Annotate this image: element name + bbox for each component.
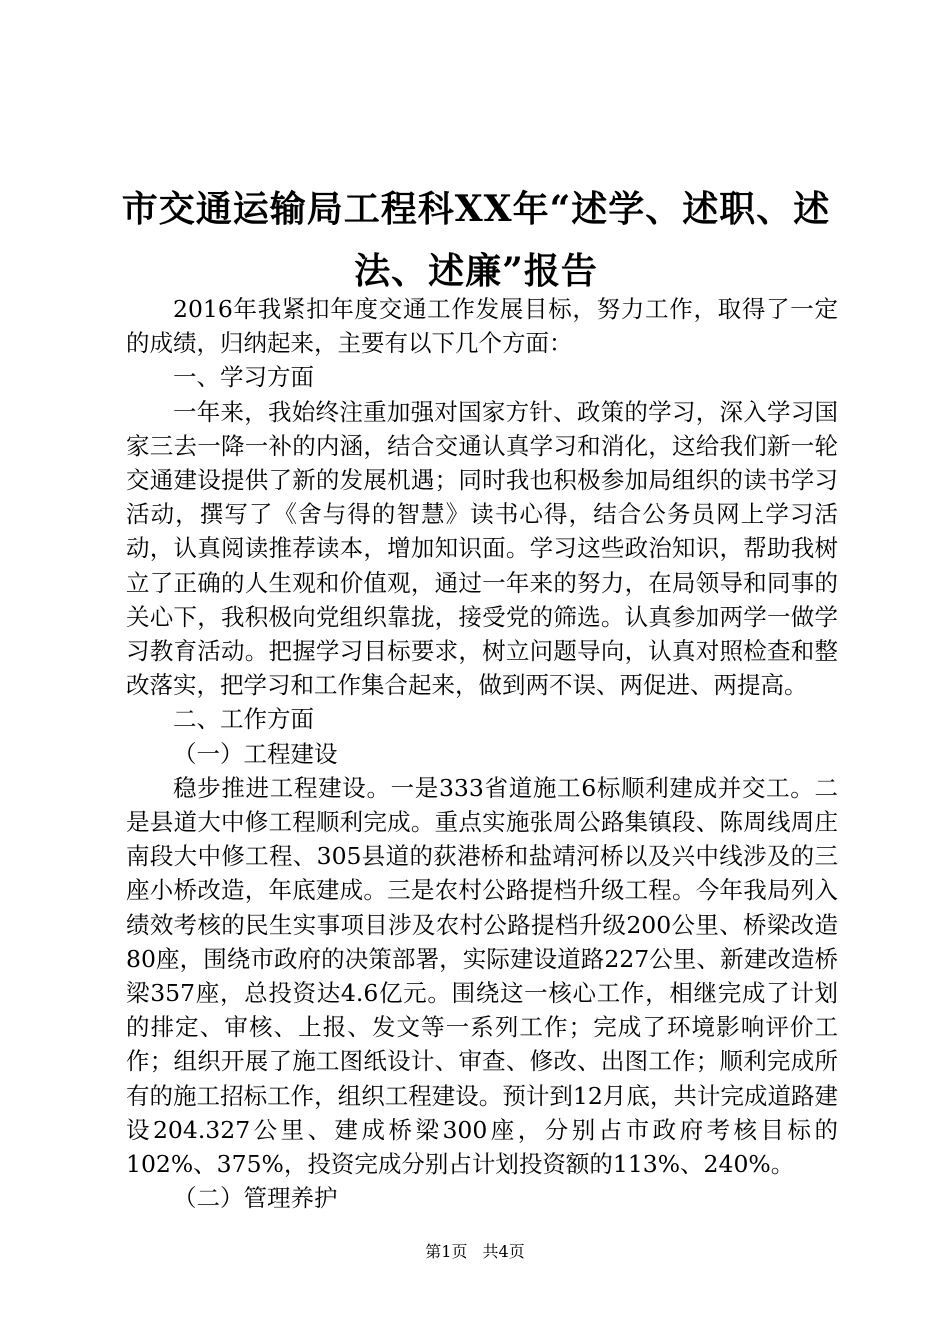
page-number-total: 共4页 [482, 1242, 525, 1261]
subsection-heading-maintenance: （二）管理养护 [173, 1184, 338, 1213]
title-line-1: 市交通运输局工程科XX年“述学、述职、述 [121, 188, 831, 230]
title-line-2: 法、述廉”报告 [354, 250, 598, 292]
intro-paragraph: 2016年我紧扣年度交通工作发展目标，努力工作，取得了一定的成绩，归纳起来，主要有以下几个方面： [126, 295, 838, 358]
study-paragraph: 一年来，我始终注重加强对国家方针、政策的学习，深入学习国家三去一降一补的内涵，结合交通认真学习和消化，这给我们新一轮交通建设提供了新的发展机遇；同时我也积极参加局组织的读书学习活动，撰写了《舍与得的智慧》读书心得，结合公务员网上学习活动，认真阅读推荐读本，增加知识面。学习这些政治知识，帮助我树立了正确的人生观和价值观，通过一年来的努力，在局领导和同事的关心下，我积极向党组织靠拢，接受党的筛选。认真参加两学一做学习教育活动。把握学习目标要求，树立问题导向，认真对照检查和整改落实，把学习和工作集合起来，做到两不误、两促进、两提高。 [126, 397, 838, 700]
construction-paragraph: 稳步推进工程建设。一是333省道施工6标顺利建成并交工。二是县道大中修工程顺利完成。重点实施张周公路集镇段、陈周线周庄南段大中修工程、305县道的荻港桥和盐靖河桥以及兴中线涉及的三座小桥改造，年底建成。三是农村公路提档升级工程。今年我局列入绩效考核的民生实事项目涉及农村公路提档升级200公里、桥梁改造80座，围绕市政府的决策部署，实际建设道路227公里、新建改造桥梁357座，总投资达4.6亿元。围绕这一核心工作，相继完成了计划的排定、审核、上报、发文等一系列工作；完成了环境影响评价工作；组织开展了施工图纸设计、审查、修改、出图工作；顺利完成所有的施工招标工作，组织工程建设。预计到12月底，共计完成道路建设204.327公里、建成桥梁300座，分别占市政府考核目标的102%、375%，投资完成分别占计划投资额的113%、240%。 [126, 773, 838, 1179]
page-number-current: 第1页 [425, 1242, 468, 1261]
section-heading-study: 一、学习方面 [173, 363, 314, 392]
subsection-heading-construction: （一）工程建设 [173, 739, 338, 768]
document-title [120, 178, 832, 302]
section-heading-work: 二、工作方面 [173, 705, 314, 734]
document-body [126, 292, 838, 1215]
page-footer [0, 1242, 950, 1262]
